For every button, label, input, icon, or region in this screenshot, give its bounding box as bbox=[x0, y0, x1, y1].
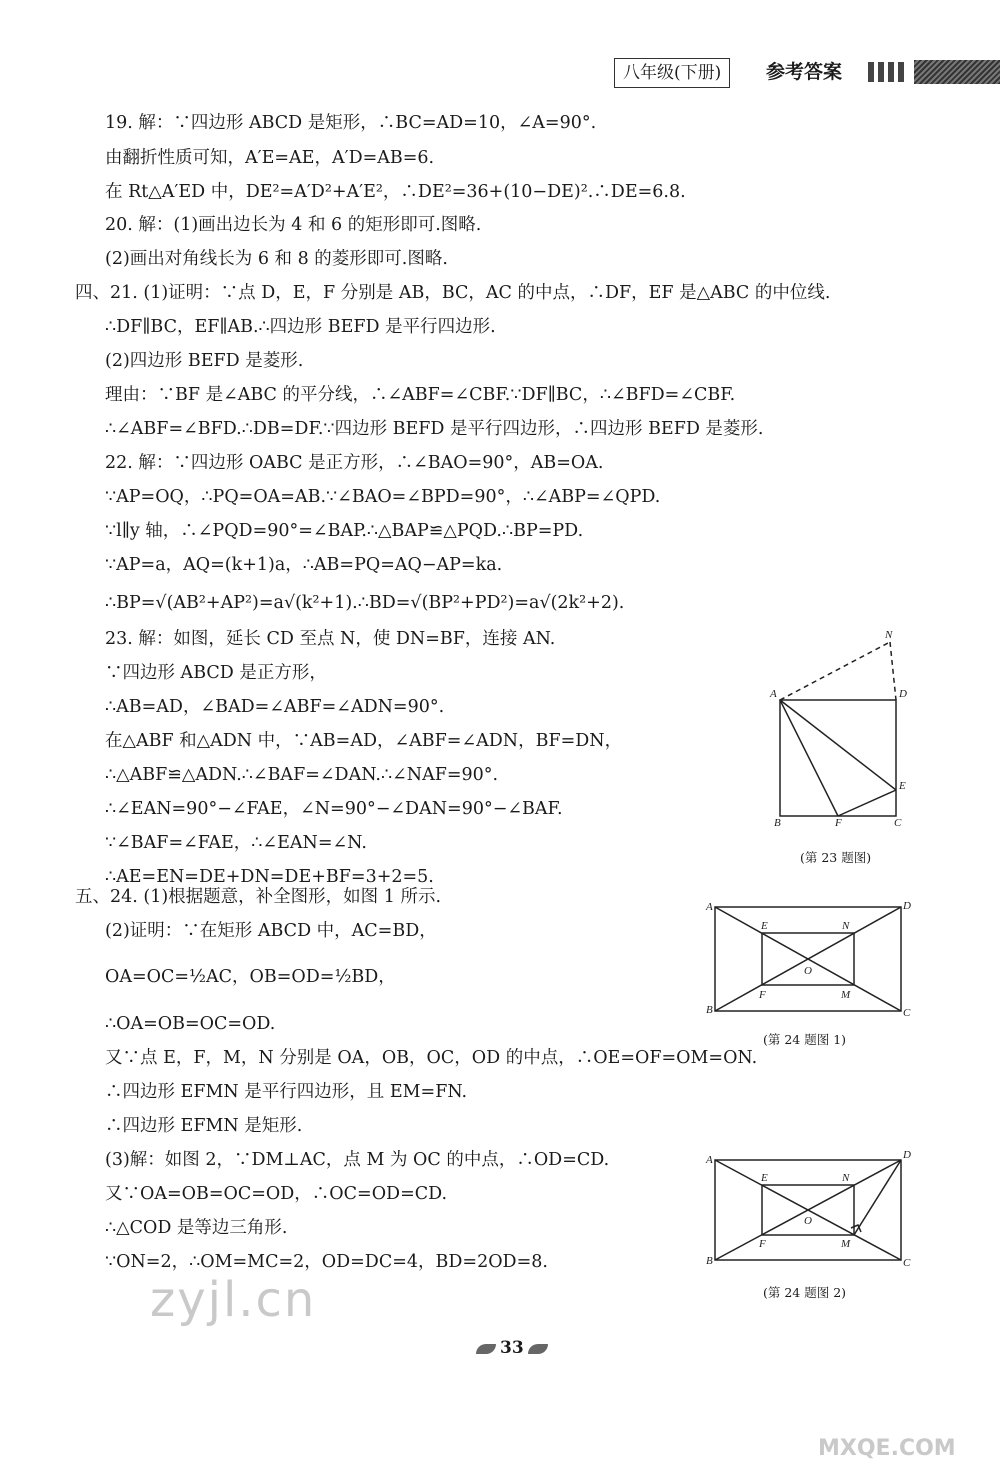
text-line: ∴DF∥BC，EF∥AB.∴四边形 BEFD 是平行四边形. bbox=[105, 317, 496, 337]
text-line: (2)四边形 BEFD 是菱形. bbox=[105, 351, 304, 371]
text-line: ∵四边形 ABCD 是正方形， bbox=[105, 663, 327, 683]
label-E: E bbox=[761, 1172, 768, 1184]
label-B: B bbox=[774, 817, 781, 829]
label-F: F bbox=[759, 989, 766, 1001]
text-line: OA=OC=½AC，OB=OD=½BD， bbox=[105, 967, 396, 987]
figure-24-2-caption: (第 24 题图 2) bbox=[763, 1285, 847, 1300]
text-line: ∵AP=a，AQ=(k+1)a，∴AB=PQ=AQ−AP=ka. bbox=[105, 555, 503, 575]
label-B: B bbox=[706, 1004, 713, 1016]
label-D: D bbox=[903, 900, 911, 912]
text-line: (2)证明：∵在矩形 ABCD 中，AC=BD， bbox=[105, 921, 437, 941]
text-line: ∵AP=OQ，∴PQ=OA=AB.∵∠BAO=∠BPD=90°，∴∠ABP=∠QPD. bbox=[105, 487, 661, 507]
text-line: 由翻折性质可知，A′E=AE，A′D=AB=6. bbox=[105, 148, 435, 168]
text-line: 22. 解：∵四边形 OABC 是正方形，∴∠BAO=90°，AB=OA. bbox=[105, 453, 604, 473]
text-line: 在△ABF 和△ADN 中，∵AB=AD，∠ABF=∠ADN，BF=DN， bbox=[105, 731, 623, 751]
text-line: ∵l∥y 轴，∴∠PQD=90°=∠BAP.∴△BAP≌△PQD.∴BP=PD. bbox=[105, 521, 584, 541]
label-F: F bbox=[759, 1238, 766, 1250]
text-line: ∴四边形 EFMN 是矩形. bbox=[105, 1116, 303, 1136]
watermark-left: zyjl.cn bbox=[150, 1272, 317, 1328]
label-C: C bbox=[903, 1257, 911, 1269]
label-N: N bbox=[842, 1172, 850, 1184]
leaf-icon bbox=[476, 1344, 496, 1354]
figure-24-1-caption: (第 24 题图 1) bbox=[763, 1032, 847, 1047]
text-line: ∴AB=AD，∠BAD=∠ABF=∠ADN=90°. bbox=[105, 697, 445, 717]
label-M: M bbox=[841, 1238, 851, 1250]
text-line: (2)画出对角线长为 6 和 8 的菱形即可.图略. bbox=[105, 249, 448, 269]
label-N: N bbox=[885, 629, 893, 641]
label-D: D bbox=[903, 1149, 911, 1161]
text-line: 在 Rt△A′ED 中，DE²=A′D²+A′E²，∴DE²=36+(10−DE)².∴DE=6.8. bbox=[105, 182, 686, 202]
label-C: C bbox=[894, 817, 902, 829]
figure-24-1 bbox=[700, 895, 915, 1025]
text-line: ∴AE=EN=DE+DN=DE+BF=3+2=5. bbox=[105, 867, 434, 887]
text-line: (3)解：如图 2，∵DM⊥AC，点 M 为 OC 的中点，∴OD=CD. bbox=[105, 1150, 610, 1170]
label-A: A bbox=[770, 688, 777, 700]
figure-23-caption: (第 23 题图) bbox=[800, 850, 872, 865]
text-line: 五、24. (1)根据题意，补全图形，如图 1 所示. bbox=[75, 887, 442, 907]
text-line: 理由：∵BF 是∠ABC 的平分线，∴∠ABF=∠CBF.∵DF∥BC，∴∠BFD=∠CBF. bbox=[105, 385, 736, 405]
leaf-icon bbox=[528, 1344, 548, 1354]
label-N: N bbox=[842, 920, 850, 932]
text-line: 又∵OA=OB=OC=OD，∴OC=OD=CD. bbox=[105, 1184, 448, 1204]
label-M: M bbox=[841, 989, 851, 1001]
label-E: E bbox=[899, 780, 906, 792]
label-E: E bbox=[761, 920, 768, 932]
figure-24-2 bbox=[700, 1148, 915, 1273]
text-line: ∴△COD 是等边三角形. bbox=[105, 1218, 288, 1238]
label-O: O bbox=[804, 965, 812, 977]
page-header bbox=[614, 58, 990, 88]
page-number bbox=[472, 1338, 552, 1358]
text-line: 23. 解：如图，延长 CD 至点 N，使 DN=BF，连接 AN. bbox=[105, 629, 556, 649]
text-line: ∵ON=2，∴OM=MC=2，OD=DC=4，BD=2OD=8. bbox=[105, 1252, 548, 1272]
label-A: A bbox=[706, 901, 713, 913]
label-B: B bbox=[706, 1255, 713, 1267]
text-line: ∵∠BAF=∠FAE，∴∠EAN=∠N. bbox=[105, 833, 367, 853]
watermark-right: MXQE.COM bbox=[818, 1436, 956, 1461]
header-block-decoration bbox=[914, 60, 1000, 84]
label-C: C bbox=[903, 1007, 911, 1019]
label-A: A bbox=[706, 1154, 713, 1166]
text-line: ∴∠ABF=∠BFD.∴DB=DF.∵四边形 BEFD 是平行四边形，∴四边形 BEFD 是菱形. bbox=[105, 419, 764, 439]
text-line: ∴∠EAN=90°−∠FAE，∠N=90°−∠DAN=90°−∠BAF. bbox=[105, 799, 563, 819]
figure-23 bbox=[765, 626, 915, 836]
text-line: 又∵点 E，F，M，N 分别是 OA，OB，OC，OD 的中点，∴OE=OF=OM=ON. bbox=[105, 1048, 758, 1068]
section-title: 参考答案 bbox=[766, 61, 843, 83]
page-number-text: 33 bbox=[500, 1338, 524, 1358]
text-line: ∴四边形 EFMN 是平行四边形，且 EM=FN. bbox=[105, 1082, 468, 1102]
header-bars-decoration bbox=[868, 62, 908, 82]
text-line: ∴BP=√(AB²+AP²)=a√(k²+1).∴BD=√(BP²+PD²)=a√(2k²+2). bbox=[105, 593, 625, 613]
label-O: O bbox=[804, 1215, 812, 1227]
text-line: 19. 解：∵四边形 ABCD 是矩形，∴BC=AD=10，∠A=90°. bbox=[105, 113, 597, 133]
text-line: 20. 解：(1)画出边长为 4 和 6 的矩形即可.图略. bbox=[105, 215, 482, 235]
text-line: ∴△ABF≌△ADN.∴∠BAF=∠DAN.∴∠NAF=90°. bbox=[105, 765, 499, 785]
grade-label: 八年级(下册) bbox=[614, 58, 730, 88]
text-line: ∴OA=OB=OC=OD. bbox=[105, 1014, 276, 1034]
label-D: D bbox=[899, 688, 907, 700]
text-line: 四、21. (1)证明：∵点 D，E，F 分别是 AB，BC，AC 的中点，∴DF，EF 是△ABC 的中位线. bbox=[75, 283, 831, 303]
label-F: F bbox=[835, 817, 842, 829]
